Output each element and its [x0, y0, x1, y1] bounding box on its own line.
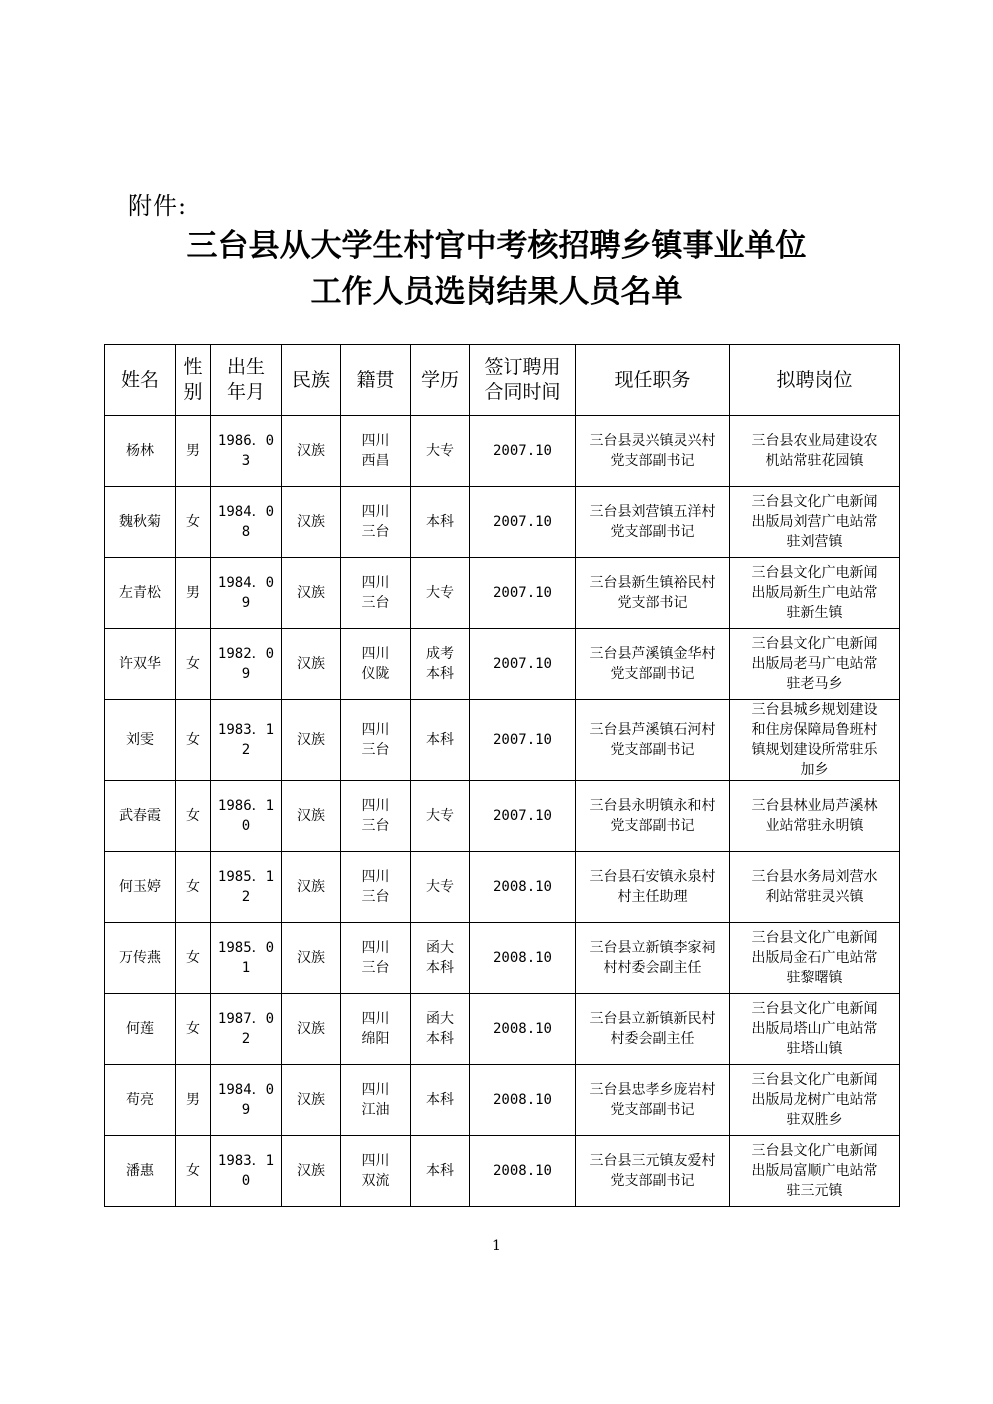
- cell-contract: 2008.10: [470, 852, 576, 923]
- cell-proposed-post: 三台县城乡规划建设 和住房保障局鲁班村 镇规划建设所常驻乐 加乡: [730, 700, 900, 781]
- cell-gender: 男: [176, 416, 211, 487]
- cell-contract: 2007.10: [470, 629, 576, 700]
- cell-current-post: 三台县三元镇友爱村 党支部副书记: [576, 1136, 730, 1207]
- cell-birth: 1982．0 9: [211, 629, 282, 700]
- cell-education: 本科: [411, 1136, 470, 1207]
- cell-origin: 四川 三台: [341, 487, 411, 558]
- cell-birth: 1983．1 0: [211, 1136, 282, 1207]
- cell-education: 大专: [411, 852, 470, 923]
- cell-name: 刘雯: [105, 700, 176, 781]
- table-row: [105, 629, 900, 700]
- cell-education: 函大 本科: [411, 923, 470, 994]
- cell-birth: 1984．0 9: [211, 1065, 282, 1136]
- cell-contract: 2007.10: [470, 416, 576, 487]
- header-proposed-post: 拟聘岗位: [730, 345, 900, 416]
- cell-current-post: 三台县芦溪镇金华村 党支部副书记: [576, 629, 730, 700]
- table-row: [105, 558, 900, 629]
- cell-education: 大专: [411, 781, 470, 852]
- cell-proposed-post: 三台县水务局刘营水 利站常驻灵兴镇: [730, 852, 900, 923]
- cell-name: 武春霞: [105, 781, 176, 852]
- cell-current-post: 三台县永明镇永和村 党支部副书记: [576, 781, 730, 852]
- cell-current-post: 三台县刘营镇五洋村 党支部副书记: [576, 487, 730, 558]
- table-row: [105, 923, 900, 994]
- cell-gender: 男: [176, 1065, 211, 1136]
- cell-origin: 四川 西昌: [341, 416, 411, 487]
- cell-origin: 四川 三台: [341, 781, 411, 852]
- cell-name: 潘惠: [105, 1136, 176, 1207]
- cell-contract: 2008.10: [470, 1136, 576, 1207]
- table-row: [105, 781, 900, 852]
- cell-origin: 四川 三台: [341, 852, 411, 923]
- cell-ethnicity: 汉族: [282, 1136, 341, 1207]
- header-origin: 籍贯: [341, 345, 411, 416]
- cell-origin: 四川 仪陇: [341, 629, 411, 700]
- table-row: [105, 852, 900, 923]
- cell-education: 本科: [411, 700, 470, 781]
- cell-current-post: 三台县新生镇裕民村 党支部书记: [576, 558, 730, 629]
- cell-gender: 女: [176, 923, 211, 994]
- cell-gender: 男: [176, 558, 211, 629]
- cell-birth: 1986．0 3: [211, 416, 282, 487]
- header-name: 姓名: [105, 345, 176, 416]
- cell-name: 苟亮: [105, 1065, 176, 1136]
- cell-ethnicity: 汉族: [282, 852, 341, 923]
- cell-proposed-post: 三台县农业局建设农 机站常驻花园镇: [730, 416, 900, 487]
- cell-gender: 女: [176, 700, 211, 781]
- cell-contract: 2008.10: [470, 923, 576, 994]
- cell-ethnicity: 汉族: [282, 629, 341, 700]
- table-row: [105, 1136, 900, 1207]
- attachment-label: 附件:: [128, 192, 188, 220]
- cell-contract: 2007.10: [470, 558, 576, 629]
- cell-ethnicity: 汉族: [282, 923, 341, 994]
- cell-proposed-post: 三台县文化广电新闻 出版局新生广电站常 驻新生镇: [730, 558, 900, 629]
- cell-education: 大专: [411, 416, 470, 487]
- cell-ethnicity: 汉族: [282, 700, 341, 781]
- cell-contract: 2008.10: [470, 994, 576, 1065]
- cell-origin: 四川 三台: [341, 923, 411, 994]
- cell-name: 万传燕: [105, 923, 176, 994]
- cell-birth: 1987．0 2: [211, 994, 282, 1065]
- cell-gender: 女: [176, 629, 211, 700]
- cell-ethnicity: 汉族: [282, 416, 341, 487]
- cell-proposed-post: 三台县文化广电新闻 出版局塔山广电站常 驻塔山镇: [730, 994, 900, 1065]
- document-title-line-1: 三台县从大学生村官中考核招聘乡镇事业单位: [186, 228, 807, 264]
- cell-proposed-post: 三台县文化广电新闻 出版局龙树广电站常 驻双胜乡: [730, 1065, 900, 1136]
- header-current-post: 现任职务: [576, 345, 730, 416]
- table-row: [105, 1065, 900, 1136]
- page-number: 1: [492, 1238, 501, 1254]
- document-title-line-2: 工作人员选岗结果人员名单: [310, 274, 683, 310]
- cell-current-post: 三台县立新镇李家祠 村村委会副主任: [576, 923, 730, 994]
- cell-name: 何玉婷: [105, 852, 176, 923]
- cell-name: 左青松: [105, 558, 176, 629]
- header-contract: 签订聘用 合同时间: [470, 345, 576, 416]
- cell-education: 本科: [411, 1065, 470, 1136]
- cell-origin: 四川 江油: [341, 1065, 411, 1136]
- cell-ethnicity: 汉族: [282, 994, 341, 1065]
- cell-proposed-post: 三台县文化广电新闻 出版局刘营广电站常 驻刘营镇: [730, 487, 900, 558]
- table-row: [105, 416, 900, 487]
- header-education: 学历: [411, 345, 470, 416]
- table-header-row: [105, 345, 900, 416]
- cell-proposed-post: 三台县林业局芦溪林 业站常驻永明镇: [730, 781, 900, 852]
- cell-current-post: 三台县芦溪镇石河村 党支部副书记: [576, 700, 730, 781]
- cell-origin: 四川 双流: [341, 1136, 411, 1207]
- cell-origin: 四川 三台: [341, 700, 411, 781]
- cell-origin: 四川 三台: [341, 558, 411, 629]
- cell-ethnicity: 汉族: [282, 487, 341, 558]
- cell-birth: 1983．1 2: [211, 700, 282, 781]
- cell-birth: 1984．0 8: [211, 487, 282, 558]
- cell-name: 魏秋菊: [105, 487, 176, 558]
- header-gender: 性 别: [176, 345, 211, 416]
- header-ethnicity: 民族: [282, 345, 341, 416]
- table-row: [105, 487, 900, 558]
- cell-ethnicity: 汉族: [282, 781, 341, 852]
- cell-contract: 2008.10: [470, 1065, 576, 1136]
- cell-gender: 女: [176, 781, 211, 852]
- cell-ethnicity: 汉族: [282, 1065, 341, 1136]
- cell-current-post: 三台县忠孝乡庞岩村 党支部副书记: [576, 1065, 730, 1136]
- cell-birth: 1986．1 0: [211, 781, 282, 852]
- cell-origin: 四川 绵阳: [341, 994, 411, 1065]
- cell-gender: 女: [176, 994, 211, 1065]
- cell-current-post: 三台县灵兴镇灵兴村 党支部副书记: [576, 416, 730, 487]
- cell-name: 何莲: [105, 994, 176, 1065]
- cell-current-post: 三台县立新镇新民村 村委会副主任: [576, 994, 730, 1065]
- staff-roster-table: [104, 344, 900, 1207]
- cell-gender: 女: [176, 487, 211, 558]
- cell-contract: 2007.10: [470, 700, 576, 781]
- cell-proposed-post: 三台县文化广电新闻 出版局金石广电站常 驻黎曙镇: [730, 923, 900, 994]
- cell-education: 本科: [411, 487, 470, 558]
- cell-contract: 2007.10: [470, 487, 576, 558]
- cell-birth: 1984．0 9: [211, 558, 282, 629]
- cell-gender: 女: [176, 852, 211, 923]
- cell-education: 大专: [411, 558, 470, 629]
- cell-birth: 1985．0 1: [211, 923, 282, 994]
- cell-education: 函大 本科: [411, 994, 470, 1065]
- table-row: [105, 994, 900, 1065]
- cell-proposed-post: 三台县文化广电新闻 出版局老马广电站常 驻老马乡: [730, 629, 900, 700]
- cell-birth: 1985．1 2: [211, 852, 282, 923]
- cell-ethnicity: 汉族: [282, 558, 341, 629]
- cell-name: 杨林: [105, 416, 176, 487]
- cell-gender: 女: [176, 1136, 211, 1207]
- header-birth: 出生 年月: [211, 345, 282, 416]
- cell-contract: 2007.10: [470, 781, 576, 852]
- cell-proposed-post: 三台县文化广电新闻 出版局富顺广电站常 驻三元镇: [730, 1136, 900, 1207]
- cell-current-post: 三台县石安镇永泉村 村主任助理: [576, 852, 730, 923]
- cell-education: 成考 本科: [411, 629, 470, 700]
- table-row: [105, 700, 900, 781]
- cell-name: 许双华: [105, 629, 176, 700]
